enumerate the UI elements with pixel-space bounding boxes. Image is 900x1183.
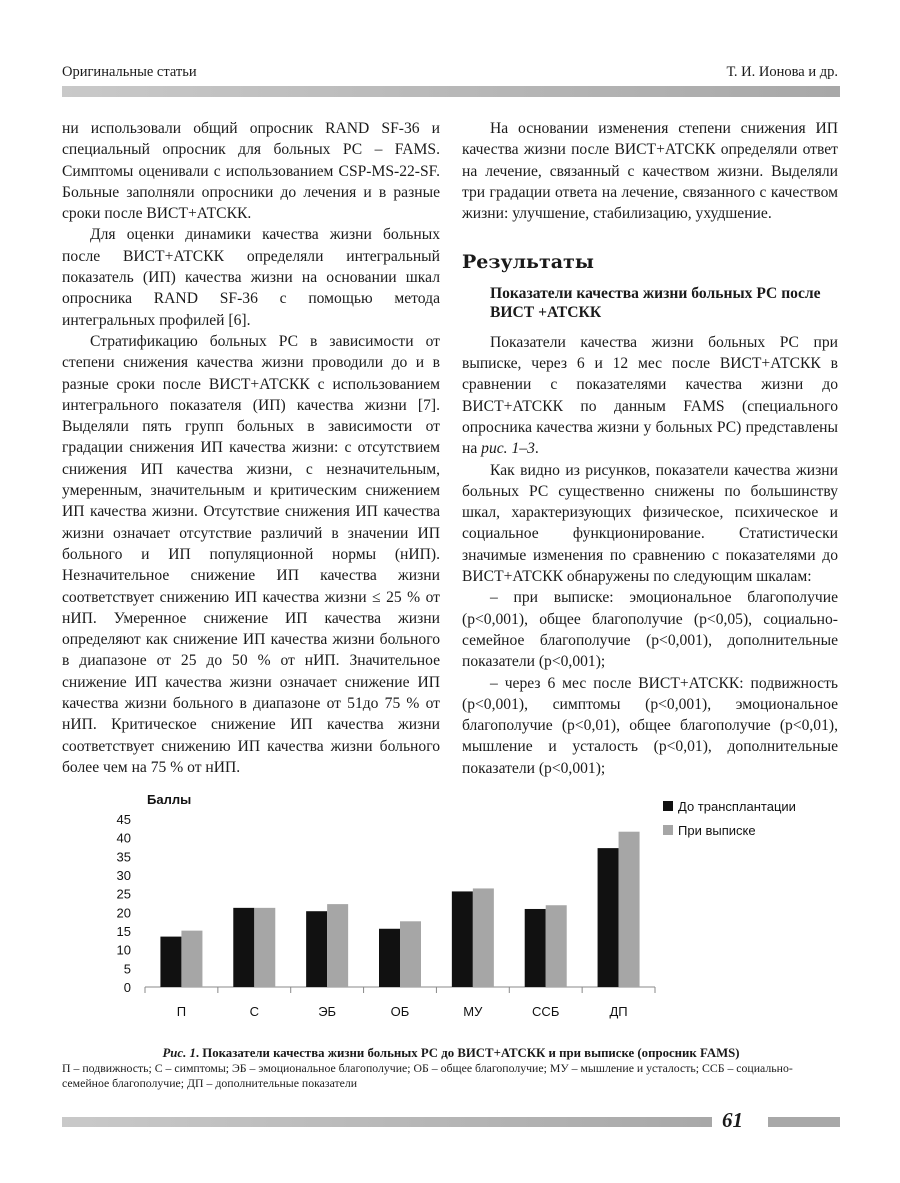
x-tick-label: МУ <box>463 1004 483 1019</box>
figure-label: Рис. 1 <box>162 1046 196 1060</box>
y-tick-label: 30 <box>116 868 131 883</box>
x-tick-label: ССБ <box>532 1004 560 1019</box>
bar <box>379 929 400 987</box>
y-tick-label: 20 <box>116 905 131 921</box>
x-tick-label: С <box>249 1004 259 1019</box>
caption-legend: П – подвижность; С – симптомы; ЭБ – эмоциональное благополучие; ОБ – общее благополучие; МУ – мышление и усталость; ССБ – социально-семейное благополучие; ДП – дополнительные показатели <box>62 1061 793 1090</box>
chart-svg <box>100 785 840 1035</box>
bar <box>546 905 567 987</box>
bar <box>306 911 327 987</box>
x-tick-label: ДП <box>609 1004 628 1019</box>
paragraph: Как видно из рисунков, показатели качества жизни больных РС существенно снижены по большинству шкал, характеризующих физическое, психическое и социальное функционирование. Статистически значимые изменения по сравнению с показателями до ВИСТ+АТСКК обнаружены по следующим шкалам: <box>462 461 838 586</box>
page-number: 61 <box>722 1108 743 1132</box>
paragraph: ни использовали общий опросник RAND SF-36 и специальный опросник для больных РС – FAMS. Симптомы оценивали с использованием CSP-MS-22-SF. Больные заполняли опросники до лечения и в разные сроки после ВИСТ+АТСКК. <box>62 120 440 223</box>
paragraph: Для оценки динамики качества жизни больных после ВИСТ+АТСКК определяли интегральный показатель (ИП) качества жизни на основании шкал опросника RAND SF-36 с помощью метода интегральных профилей [6]. <box>62 226 440 329</box>
bar <box>619 832 640 987</box>
y-tick-label: 45 <box>116 812 131 827</box>
authors-label: Т. И. Ионова и др. <box>726 64 838 80</box>
bar <box>473 888 494 987</box>
section-heading: Результаты <box>462 251 594 274</box>
list-item: – при выписке: эмоциональное благополучие (p<0,001), общее благополучие (p<0,05), социально-семейное благополучие (p<0,001), дополнительные показатели (p<0,001); <box>462 589 838 671</box>
bar <box>254 908 275 987</box>
bar <box>160 937 181 987</box>
header-rule <box>62 86 840 97</box>
legend-swatch <box>663 801 673 811</box>
right-column <box>462 118 838 779</box>
left-column <box>62 118 440 778</box>
figure-reference: рис. 1–3 <box>481 440 535 458</box>
paragraph: На основании изменения степени снижения ИП качества жизни после ВИСТ+АТСКК определяли ответ на лечение, связанный с качеством жизни. Выделяли три градации ответа на лечение, связанного с качеством жизни: улучшение, стабилизацию, ухудшение. <box>462 120 838 223</box>
bar <box>181 931 202 987</box>
bar <box>452 891 473 987</box>
figure-caption <box>62 1046 840 1091</box>
paragraph: Стратификацию больных РС в зависимости от степени снижения качества жизни проводили до и в разные сроки после ВИСТ+АТСКК с использованием интегрального показателя (ИП) качества жизни [7]. Выделяли пять групп больных в зависимости от градации снижения ИП качества жизни: с отсутствием снижения ИП качества жизни, с незначительным, умеренным, значительным и критическим снижением ИП качества жизни. Отсутствие снижения ИП качества жизни означает отсутствие различий в значении ИП больного и ИП популяционной нормы (нИП). Незначительное снижение ИП качества жизни соответствует снижению ИП качества жизни ≤ 25 % от нИП. Умеренное снижение ИП качества жизни определяют как снижение ИП качества жизни больного в диапазоне от 25 до 50 % от нИП. Значительное снижение ИП качества жизни означает снижение ИП качества жизни больного в диапазоне от 51до 75 % от нИП. Критическое снижение ИП качества жизни соответствует снижению ИП качества жизни больного более чем на 75 % от нИП. <box>62 332 440 776</box>
y-tick-label: 25 <box>116 886 131 902</box>
paragraph: Показатели качества жизни больных РС при выписке, через 6 и 12 мес после ВИСТ+АТСКК в сравнении с показателями качества жизни до ВИСТ+АТСКК по данным FAMS (специального опросника качества жизни у больных РС) представлены на рис. 1–3. <box>462 333 838 458</box>
subsection-heading: Показатели качества жизни больных РС после ВИСТ +АТСКК <box>490 284 821 321</box>
legend-label: При выписке <box>678 823 756 838</box>
y-tick-label: 35 <box>116 849 131 865</box>
list-item: – через 6 мес после ВИСТ+АТСКК: подвижность (p<0,001), симптомы (p<0,001), эмоциональное благополучие (p<0,01), общее благополучие (p<0,01), мышление и усталость (p<0,01), дополнительные показатели (p<0,001); <box>462 674 838 777</box>
y-tick-label: 40 <box>116 830 131 846</box>
bar-chart <box>100 785 840 1035</box>
bar <box>233 908 254 987</box>
y-tick-label: 15 <box>116 924 131 939</box>
bar <box>327 904 348 987</box>
x-tick-label: ЭБ <box>318 1004 337 1019</box>
section-label: Оригинальные статьи <box>62 64 197 80</box>
footer-rule-end <box>768 1117 840 1127</box>
footer-rule <box>62 1117 712 1127</box>
bar <box>598 848 619 987</box>
y-axis-label: Баллы <box>147 792 192 807</box>
legend-label: До трансплантации <box>678 799 796 814</box>
bar <box>400 921 421 987</box>
x-tick-label: ОБ <box>390 1004 410 1019</box>
bar <box>525 909 546 987</box>
y-tick-label: 10 <box>116 942 131 958</box>
legend-swatch <box>663 825 673 835</box>
x-tick-label: П <box>176 1004 187 1019</box>
y-tick-label: 5 <box>123 961 131 977</box>
caption-title-text: . Показатели качества жизни больных РС до ВИСТ+АТСКК и при выписке (опросник FAMS) <box>195 1046 740 1060</box>
y-tick-label: 0 <box>123 980 131 995</box>
caption-title <box>62 1046 840 1061</box>
